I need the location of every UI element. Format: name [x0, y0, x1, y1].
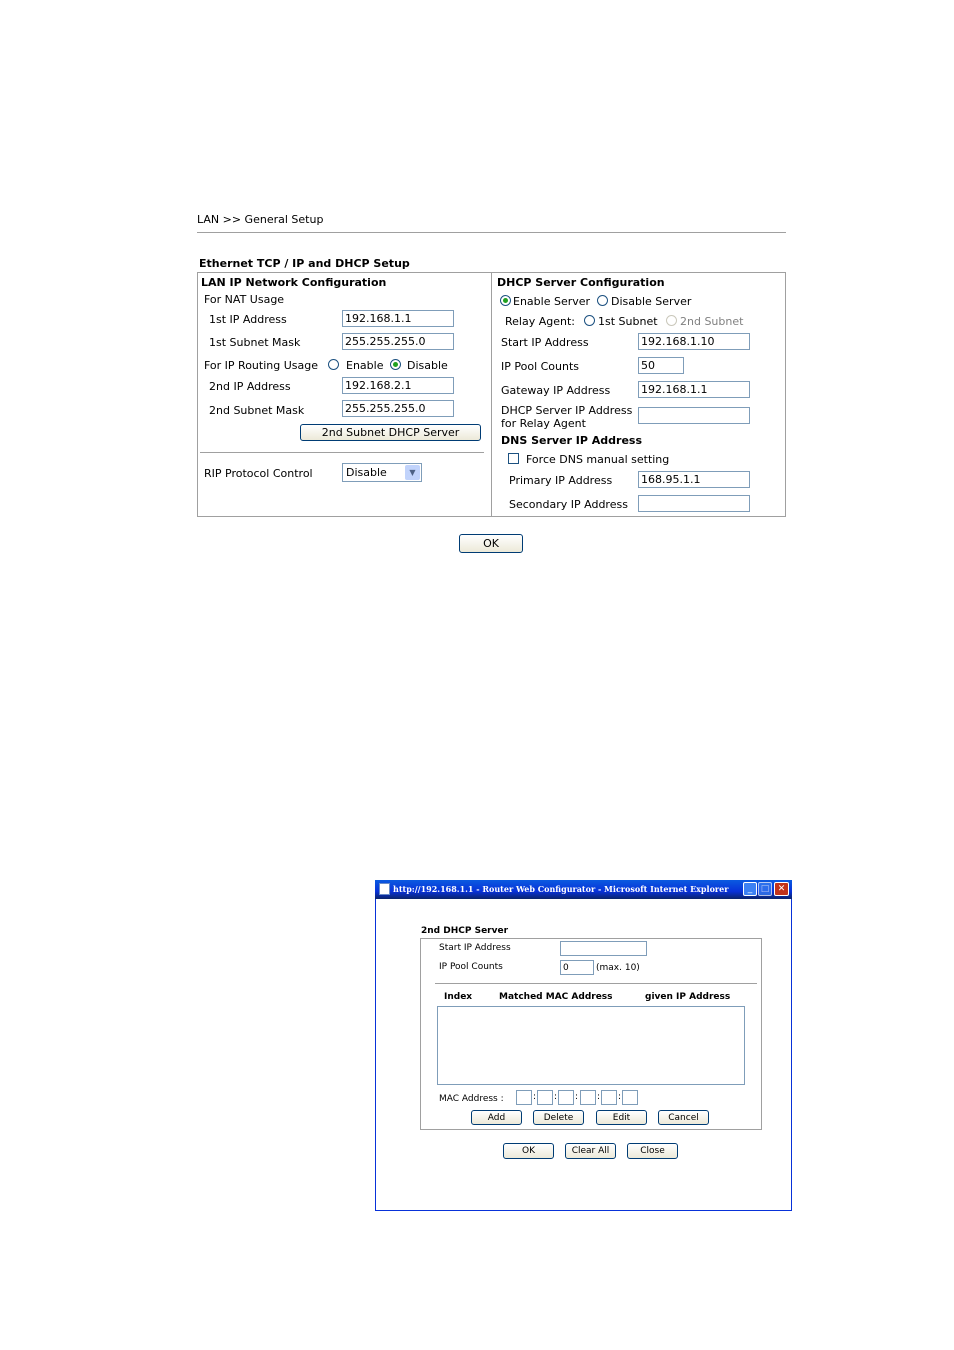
- ip1-label: 1st IP Address: [209, 313, 287, 326]
- lan-divider: [200, 452, 484, 453]
- mask1-input[interactable]: [342, 333, 454, 350]
- relay-label: Relay Agent:: [505, 315, 575, 328]
- mac-octet-2[interactable]: [537, 1090, 553, 1105]
- dhcp-enable-radio[interactable]: [500, 295, 511, 306]
- mask2-input[interactable]: [342, 400, 454, 417]
- gateway-label: Gateway IP Address: [501, 384, 611, 397]
- mac-octet-5[interactable]: [601, 1090, 617, 1105]
- relay-2nd-label: 2nd Subnet: [680, 315, 744, 328]
- mac-separator: :: [575, 1092, 579, 1102]
- popup-pool-hint: (max. 10): [596, 963, 640, 973]
- relay-ip-label-1: DHCP Server IP Address: [501, 404, 633, 417]
- popup-close-button[interactable]: Close: [627, 1143, 678, 1159]
- table-header-ip: given IP Address: [645, 992, 731, 1002]
- clear-all-button[interactable]: Clear All: [565, 1143, 616, 1159]
- rip-select-value: Disable: [346, 466, 387, 479]
- dns-header: DNS Server IP Address: [501, 434, 643, 447]
- breadcrumb: LAN >> General Setup: [197, 213, 324, 226]
- popup-section-title: 2nd DHCP Server: [421, 926, 509, 936]
- routing-disable-label: Disable: [407, 359, 448, 372]
- table-header-mac: Matched MAC Address: [499, 992, 613, 1002]
- mac-octet-1[interactable]: [516, 1090, 532, 1105]
- chevron-down-icon[interactable]: ▼: [405, 465, 420, 480]
- gateway-input[interactable]: [638, 381, 750, 398]
- force-dns-label: Force DNS manual setting: [526, 453, 670, 466]
- force-dns-checkbox[interactable]: [508, 453, 519, 464]
- pool-input[interactable]: [638, 357, 684, 374]
- mac-address-label: MAC Address :: [439, 1094, 504, 1104]
- popup-title: http://192.168.1.1 - Router Web Configurator - Microsoft Internet Explorer: [393, 884, 729, 894]
- primary-ip-input[interactable]: [638, 471, 750, 488]
- mac-separator: :: [597, 1092, 601, 1102]
- popup-titlebar[interactable]: [375, 880, 792, 899]
- mask1-label: 1st Subnet Mask: [209, 336, 301, 349]
- mac-separator: :: [554, 1092, 558, 1102]
- mac-separator: :: [533, 1092, 537, 1102]
- delete-button[interactable]: Delete: [533, 1110, 584, 1125]
- mac-octet-4[interactable]: [580, 1090, 596, 1105]
- secondary-ip-label: Secondary IP Address: [509, 498, 628, 511]
- primary-ip-label: Primary IP Address: [509, 474, 613, 487]
- popup-pool-input[interactable]: [560, 960, 594, 975]
- dhcp-enable-label: Enable Server: [513, 295, 591, 308]
- relay-ip-input[interactable]: [638, 407, 750, 424]
- rip-label: RIP Protocol Control: [204, 467, 313, 480]
- dhcp-disable-radio[interactable]: [597, 295, 608, 306]
- relay-ip-label-2: for Relay Agent: [501, 417, 586, 430]
- dhcp-header: DHCP Server Configuration: [497, 276, 665, 289]
- panel-divider: [491, 272, 492, 517]
- popup-ok-button[interactable]: OK: [503, 1143, 554, 1159]
- mac-list-box[interactable]: [437, 1006, 745, 1085]
- minimize-icon[interactable]: _: [743, 882, 757, 896]
- maximize-icon[interactable]: □: [758, 882, 772, 896]
- start-ip-input[interactable]: [638, 333, 750, 350]
- relay-1st-radio[interactable]: [584, 315, 595, 326]
- secondary-ip-input[interactable]: [638, 495, 750, 512]
- close-icon[interactable]: ✕: [774, 882, 789, 896]
- dhcp-disable-label: Disable Server: [611, 295, 692, 308]
- routing-label: For IP Routing Usage: [204, 359, 319, 372]
- pool-label: IP Pool Counts: [501, 360, 580, 373]
- mac-octet-6[interactable]: [622, 1090, 638, 1105]
- nat-usage-label: For NAT Usage: [204, 293, 285, 306]
- popup-divider: [435, 983, 757, 984]
- ip2-input[interactable]: [342, 377, 454, 394]
- ok-button[interactable]: OK: [459, 534, 523, 553]
- popup-pool-label: IP Pool Counts: [439, 962, 503, 972]
- routing-enable-label: Enable: [346, 359, 384, 372]
- mac-separator: :: [618, 1092, 622, 1102]
- rip-select[interactable]: [342, 463, 422, 482]
- start-ip-label: Start IP Address: [501, 336, 589, 349]
- breadcrumb-divider: [197, 232, 786, 233]
- ip1-input[interactable]: [342, 310, 454, 327]
- popup-start-label: Start IP Address: [439, 943, 511, 953]
- ie-page-icon: [379, 883, 390, 895]
- cancel-button[interactable]: Cancel: [658, 1110, 709, 1125]
- routing-enable-radio[interactable]: [328, 359, 339, 370]
- add-button[interactable]: Add: [471, 1110, 522, 1125]
- popup-start-input[interactable]: [560, 941, 647, 956]
- section-title: Ethernet TCP / IP and DHCP Setup: [199, 257, 410, 270]
- lan-header: LAN IP Network Configuration: [201, 276, 387, 289]
- dhcp2-button[interactable]: 2nd Subnet DHCP Server: [300, 424, 481, 441]
- routing-disable-radio[interactable]: [390, 359, 401, 370]
- table-header-index: Index: [444, 992, 473, 1002]
- mac-octet-3[interactable]: [558, 1090, 574, 1105]
- relay-2nd-radio: [666, 315, 677, 326]
- mask2-label: 2nd Subnet Mask: [209, 404, 305, 417]
- edit-button[interactable]: Edit: [596, 1110, 647, 1125]
- ip2-label: 2nd IP Address: [209, 380, 291, 393]
- relay-1st-label: 1st Subnet: [598, 315, 658, 328]
